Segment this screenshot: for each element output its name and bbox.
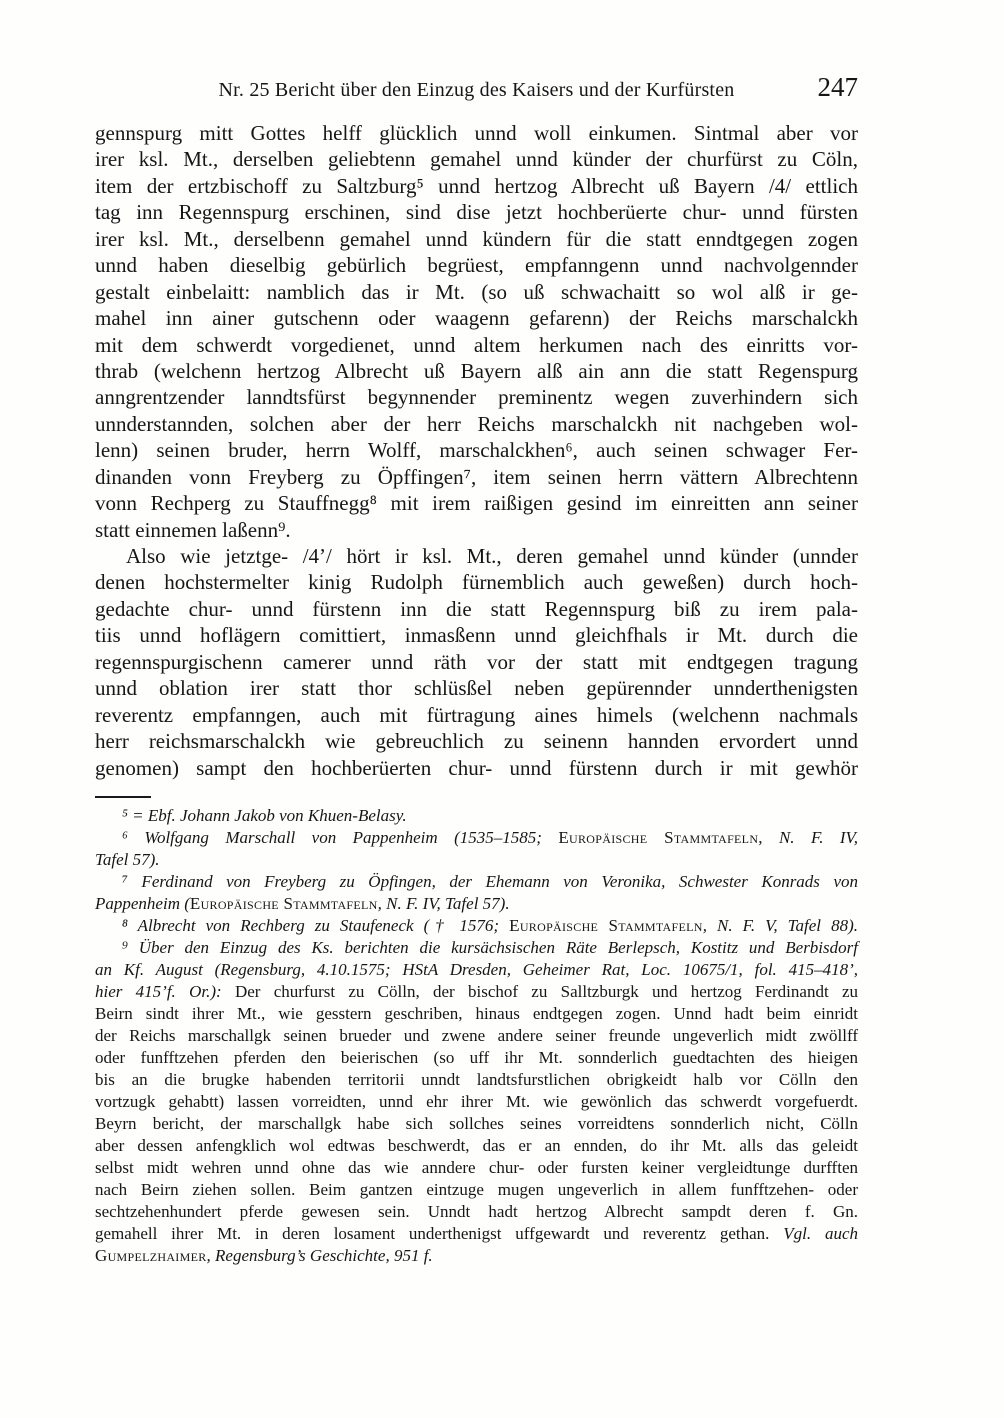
italic-text: , N. F. IV, (758, 827, 858, 847)
roman-text: Beyrn bericht, der marschallgk habe sich sollches seines vorreidtens sonnderlich nicht, Cölln (95, 1113, 858, 1133)
roman-text: Beirn sindt ihrer Mt., wie gesstern geschriben, hinaus endtgegen zogen. Unnd hadt beim einridt (95, 1003, 858, 1023)
running-header-title: Nr. 25 Bericht über den Einzug des Kaisers und der Kurfürsten (218, 79, 735, 101)
footnote-line (95, 915, 858, 937)
italic-text: hier 415’f. Or.): (95, 981, 222, 1001)
footnote-line (95, 1047, 858, 1069)
italic-text: Pappenheim ( (95, 893, 190, 913)
footnote-line (95, 1201, 858, 1223)
text-line: gestalt einbelaitt: namblich das ir Mt. (so uß schwachaitt so wol alß ir ge- (95, 279, 858, 304)
page-body (95, 120, 858, 781)
text-line: unnd haben dieselbig gebürlich begrüest, empfanngenn unnd nachvolgennder (95, 253, 858, 278)
footnote (95, 915, 858, 937)
body-paragraph (95, 120, 858, 543)
footnote (95, 937, 858, 1267)
roman-text: gemahell ihrer Mt. in deren losament underthenigst uffgewardt und reverentz gethan. (95, 1223, 784, 1243)
text-line: item der ertzbischoff zu Saltzburg⁵ unnd hertzog Albrecht uß Bayern /4/ ettlich (95, 173, 858, 198)
italic-text: ⁸ Albrecht von Rechberg zu Staufeneck († 1576; (122, 915, 510, 935)
text-line: unnd oblation irer statt thor schlüsßel neben gepürennder unnderthenigsten (95, 676, 858, 701)
text-line: mahel inn ainer gutschenn oder waagenn gefarenn) der Reichs marschalckh (95, 306, 858, 331)
footnote-line (95, 1025, 858, 1047)
footnote-line (95, 1113, 858, 1135)
footnote-line (95, 981, 858, 1003)
roman-text: vortzugk gehabtt) lassen vorreidten, unnd ehr ihrer Mt. wie gewönlich das schwerdt vorgefuerdt. (95, 1091, 858, 1111)
footnote-line (95, 1179, 858, 1201)
text-line: tag inn Regennspurg erschinen, sind dise jetzt hochberüerte chur- unnd fürsten (95, 200, 858, 225)
footnote-separator (95, 796, 151, 798)
text-line: tiis unnd hoflägern comittiert, inmasßenn unnd gleichfhals ir Mt. durch die (95, 623, 858, 648)
small-caps-text: Europäische Stammtafeln (558, 827, 759, 847)
italic-text: ⁶ Wolfgang Marschall von Pappenheim (1535–1585; (122, 827, 559, 847)
footnote-line (95, 1069, 858, 1091)
text-line: irer ksl. Mt., derselben geliebtenn gemahel unnd künder der churfürst zu Cöln, (95, 147, 858, 172)
small-caps-text: Europäische Stammtafeln (509, 915, 703, 935)
roman-text: aber dessen anfengklich wol edtwas beschwerdt, das er an ennden, do ihr Mt. alls das geleidt (95, 1135, 858, 1155)
small-caps-text: Europäische Stammtafeln (189, 893, 378, 913)
text-line: thrab (welchenn hertzog Albrecht uß Bayern alß ain ann die statt Regenspurg (95, 358, 858, 383)
italic-text: ⁵ = Ebf. Johann Jakob von Khuen-Belasy. (122, 805, 407, 825)
text-line: gedachte chur- unnd fürstenn inn die statt Regennspurg biß zu irem pala- (95, 596, 858, 621)
body-paragraph (95, 543, 858, 781)
footnote-line (95, 937, 858, 959)
footnote-line (95, 959, 858, 981)
text-line: herr reichsmarschalckh wie gebreuchlich zu seinenn hannden ervordert unnd (95, 729, 858, 754)
text-line: gennspurg mitt Gottes helff glücklich unnd woll einkumen. Sintmal aber vor (95, 121, 858, 145)
footnotes-list (95, 805, 858, 1267)
footnote (95, 871, 858, 915)
footnote-line (95, 827, 858, 849)
footnote-line (95, 1245, 858, 1267)
text-line: dinanden vonn Freyberg zu Öpffingen⁷, item seinen herrn vättern Albrechtenn (95, 464, 858, 489)
italic-text: , Regensburg’s Geschichte, 951 f. (206, 1245, 433, 1265)
text-line: vonn Rechperg zu Stauffnegg⁸ mit irem raißigen gesind im einreitten ann seiner (95, 491, 858, 516)
footnote-line (95, 871, 858, 893)
italic-text: ⁷ Ferdinand von Freyberg zu Öpfingen, der Ehemann von Veronika, Schwester Konrads von (122, 871, 858, 891)
italic-text: Vgl. auch (783, 1223, 858, 1243)
text-line: lenn) seinen bruder, herrn Wolff, marschalckhen⁶, auch seinen schwager Fer- (95, 438, 858, 463)
footnote-line (95, 805, 858, 827)
roman-text: Der churfurst zu Cölln, der bischof zu Salltzburgk und hertzog Ferdinandt zu (221, 981, 858, 1001)
italic-text: , N. F. V, Tafel 88). (702, 915, 858, 935)
italic-text: an Kf. August (Regensburg, 4.10.1575; HStA Dresden, Geheimer Rat, Loc. 10675/1, fol. 415–418’, (95, 959, 858, 979)
text-line: anngrentzender lanndtsfürst begynnender preminentz wegen zuverhindern sich (95, 385, 858, 410)
italic-text: , N. F. IV, Tafel 57). (377, 893, 510, 913)
footnote-line (95, 849, 858, 871)
text-line: unnderstannden, solchen aber der herr Reichs marschalckh nit nachgeben wol- (95, 411, 858, 436)
roman-text: selbst midt wehren unnd ohne das wie anndere chur- oder fursten keiner vergleidtunge durfften (95, 1157, 858, 1177)
page-number: 247 (817, 72, 858, 102)
text-line: mit dem schwerdt vorgedienet, unnd altem herkumen nach des einritts vor- (95, 332, 858, 357)
footnote-line (95, 1091, 858, 1113)
page-content (95, 74, 858, 1267)
footnote-line (95, 1135, 858, 1157)
footnote-line (95, 1157, 858, 1179)
text-line: denen hochstermelter kinig Rudolph fürnemblich auch geweßen) durch hoch- (95, 570, 858, 595)
footnote-line (95, 1003, 858, 1025)
text-line: irer ksl. Mt., derselbenn gemahel unnd kündern für die statt enndtgegen zogen (95, 226, 858, 251)
roman-text: nach Beirn ziehen sollen. Beim gantzen eintzuge mugen ungeverlich in allem funfftzehen- oder (95, 1179, 858, 1199)
footnote-line (95, 893, 858, 915)
text-line: regennspurgischenn camerer unnd räth vor der statt mit endtgegen tragung (95, 649, 858, 674)
text-line: reverentz empfanngen, auch mit fürtragung aines himels (welchenn nachmals (95, 702, 858, 727)
roman-text: sechtzehenhundert pferde gewesen sein. Unndt hadt hertzog Albrecht sampdt deren f. Gn. (95, 1201, 858, 1221)
italic-text: ⁹ Über den Einzug des Ks. berichten die kursächsischen Räte Berlepsch, Kostitz und Berbisdorf (122, 937, 858, 957)
roman-text: bis an die brugke habenden territorii unndt landtsfurstlichen obrigkeidt halb vor Cölln den (95, 1069, 858, 1089)
footnote (95, 805, 858, 827)
footnote-line (95, 1223, 858, 1245)
small-caps-text: Gumpelzhaimer (95, 1245, 207, 1265)
running-header (95, 74, 858, 106)
text-line: Also wie jetztge- /4’/ hört ir ksl. Mt., deren gemahel unnd künder (unnder (126, 544, 858, 568)
roman-text: oder funfftzehen pferden den beierischen (so uff ihr Mt. sonnderlich guedtachten des hieigen (95, 1047, 858, 1067)
text-line: genomen) sampt den hochberüerten chur- unnd fürstenn durch ir mit gewhör (95, 755, 858, 780)
text-line: statt einnemen laßenn⁹. (95, 517, 291, 542)
footnote (95, 827, 858, 871)
italic-text: Tafel 57). (95, 849, 160, 869)
roman-text: der Reichs marschallgk seinen brueder und zwene andere seiner freunde ungeverlich midt zwöllff (95, 1025, 858, 1045)
